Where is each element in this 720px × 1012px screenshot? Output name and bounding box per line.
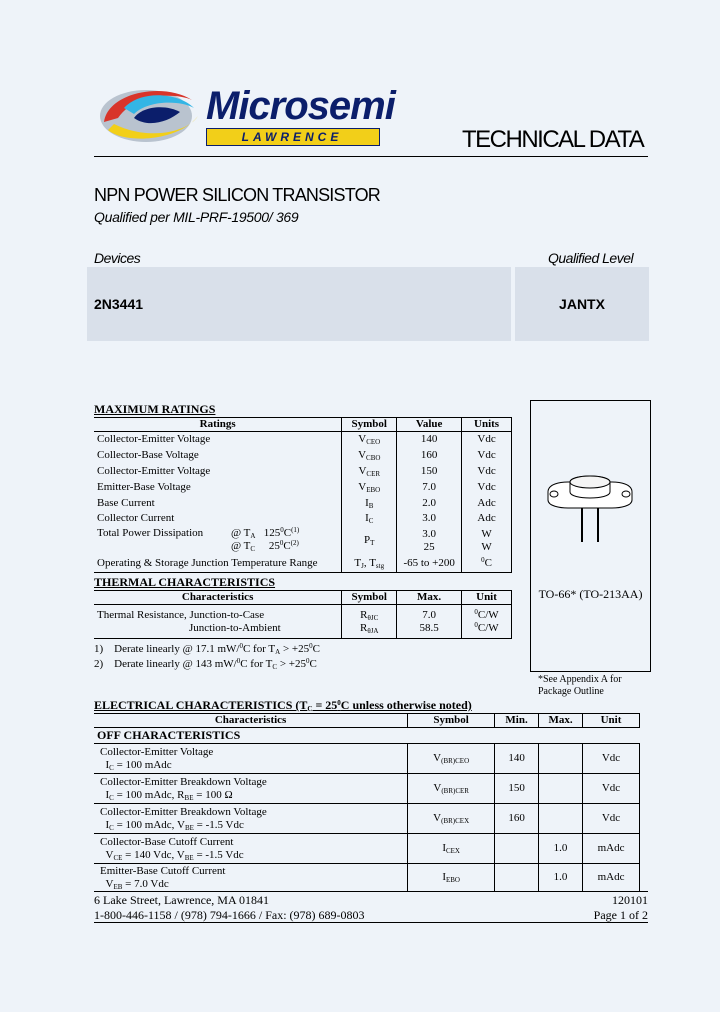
thermal-characteristic: Thermal Resistance, Junction-to-Case Junction-to-Ambient: [97, 608, 281, 634]
max-cell: [539, 744, 583, 774]
min-cell: 140: [495, 744, 539, 774]
rating-symbol: $I_B$: [342, 496, 397, 511]
rating-symbol: $I_C$: [342, 511, 397, 526]
max-ratings-table: [94, 417, 512, 573]
table-row: [94, 834, 640, 864]
table-row-temp: [94, 556, 512, 573]
power-values: 3.0 25: [397, 526, 462, 556]
devices-box: [87, 267, 511, 341]
rating-value: 3.0: [397, 511, 462, 526]
min-cell: [495, 864, 539, 892]
thermal-table: [94, 590, 512, 639]
min-cell: 150: [495, 774, 539, 804]
document-subtitle: Qualified per MIL-PRF-19500/ 369: [94, 209, 299, 225]
rating-unit: Vdc: [462, 464, 512, 480]
qualified-level-label: Qualified Level: [548, 250, 634, 266]
table-row: [94, 480, 512, 496]
col-symbol: Symbol: [342, 591, 397, 605]
footnote-1: 1) Derate linearly @ 17.1 mW/$^0$C for $T_A > +25^0C$: [94, 642, 320, 656]
footer-divider-bottom: [94, 922, 648, 923]
document-title: NPN POWER SILICON TRANSISTOR: [94, 185, 380, 205]
min-cell: [495, 834, 539, 864]
col-ratings: Ratings: [199, 418, 236, 430]
rating-unit: Vdc: [462, 480, 512, 496]
col-unit: Unit: [583, 714, 640, 728]
temp-rating: Operating & Storage Junction Temperature Range: [97, 557, 318, 570]
package-label: TO-66* (TO-213AA): [538, 587, 643, 601]
symbol-cell: $V_{(BR)CER}$: [408, 774, 495, 804]
footer-page-number: Page 1 of 2: [593, 908, 648, 922]
max-cell: [539, 774, 583, 804]
table-row: [94, 804, 640, 834]
col-value: Value: [397, 418, 462, 432]
col-max: Max.: [539, 714, 583, 728]
rating-unit: Vdc: [462, 432, 512, 448]
rating-unit: Vdc: [462, 448, 512, 464]
thermal-symbol: $R_{\theta JC}$ $R_{\theta JA}$: [342, 605, 397, 639]
microsemi-logo-text: Microsemi: [206, 84, 395, 128]
off-characteristics-heading: OFF CHARACTERISTICS: [97, 728, 241, 742]
max-ratings-title: MAXIMUM RATINGS: [94, 402, 216, 416]
footnote-2: 2) Derate linearly @ 143 mW/$^0$C for $T_C > +25^0C$: [94, 657, 317, 671]
col-unit: Unit: [462, 591, 512, 605]
symbol-cell: $I_{EBO}$: [408, 864, 495, 892]
rating-symbol: $V_{CEO}$: [342, 432, 397, 448]
power-units: W W: [462, 526, 512, 556]
footer-divider-top: [94, 891, 648, 892]
unit-cell: Vdc: [583, 804, 640, 834]
thermal-title: THERMAL CHARACTERISTICS: [94, 575, 276, 589]
to66-package-icon: [540, 470, 640, 550]
electrical-table: [94, 713, 640, 892]
char-cell: Collector-Emitter Voltage $I_C = 100$ mAdc: [100, 745, 214, 772]
electrical-title: ELECTRICAL CHARACTERISTICS ($T_C = 25^0C$ unless otherwise noted): [94, 698, 472, 713]
rating-value: 150: [397, 464, 462, 480]
table-row: [94, 864, 640, 892]
max-cell: [539, 804, 583, 834]
col-symbol: Symbol: [408, 714, 495, 728]
table-row: [94, 464, 512, 480]
rating-unit: Adc: [462, 511, 512, 526]
power-rating: Total Power Dissipation @ $T_A$ $125^0C^{(1)}$ @ $T_C$ $25^0C^{(2)}$: [97, 525, 300, 553]
temp-value: -65 to +200: [397, 556, 462, 573]
thermal-unit: $^0$C/W $^0$C/W: [462, 605, 512, 639]
col-min: Min.: [495, 714, 539, 728]
unit-cell: mAdc: [583, 834, 640, 864]
table-row: [94, 432, 512, 448]
rating-name: Collector-Emitter Voltage: [97, 465, 211, 477]
symbol-cell: $I_{CEX}$: [408, 834, 495, 864]
char-cell: Collector-Base Cutoff Current $V_{CE} = 140$ Vdc, $V_{BE} = -1.5$ Vdc: [100, 835, 244, 862]
footer-doc-number: 120101: [612, 893, 648, 907]
char-cell: Collector-Emitter Breakdown Voltage $I_C = 100$ mAdc, $V_{BE} = -1.5$ Vdc: [100, 805, 267, 832]
devices-label: Devices: [94, 250, 141, 266]
lawrence-logo-text: LAWRENCE: [241, 130, 343, 144]
table-row: [94, 511, 512, 526]
table-row: [94, 605, 512, 639]
char-cell: Collector-Emitter Breakdown Voltage $I_C = 100$ mAdc, $R_{BE} = 100$ Ω: [100, 775, 267, 802]
rating-name: Collector Current: [97, 511, 175, 524]
rating-symbol: $V_{EBO}$: [342, 480, 397, 496]
table-row: [94, 774, 640, 804]
char-cell: Emitter-Base Cutoff Current $V_{EB} = 7.0$ Vdc: [100, 864, 226, 891]
col-max: Max.: [397, 591, 462, 605]
table-row-power: [94, 526, 512, 556]
max-cell: 1.0: [539, 864, 583, 892]
rating-unit: Adc: [462, 496, 512, 511]
col-characteristics: Characteristics: [181, 591, 254, 603]
table-row: [94, 496, 512, 511]
rating-name: Base Current: [97, 496, 155, 509]
header-divider: [94, 156, 648, 157]
temp-symbol: $T_J$, $T_{stg}$: [342, 556, 397, 573]
device-part-number: 2N3441: [94, 296, 144, 312]
qualified-level-value: JANTX: [559, 296, 605, 312]
unit-cell: Vdc: [583, 744, 640, 774]
microsemi-logo-swirl: [94, 78, 206, 150]
thermal-max: 7.0 58.5: [397, 605, 462, 639]
unit-cell: mAdc: [583, 864, 640, 892]
min-cell: 160: [495, 804, 539, 834]
rating-name: Collector-Emitter Voltage: [97, 433, 211, 446]
symbol-cell: $V_{(BR)CEX}$: [408, 804, 495, 834]
col-units: Units: [462, 418, 512, 432]
table-row: [94, 744, 640, 774]
col-symbol: Symbol: [342, 418, 397, 432]
rating-symbol: $V_{CER}$: [342, 464, 397, 480]
rating-value: 2.0: [397, 496, 462, 511]
rating-value: 160: [397, 448, 462, 464]
power-symbol: $P_T$: [342, 526, 397, 556]
col-characteristics: Characteristics: [214, 714, 287, 726]
footer-address: 6 Lake Street, Lawrence, MA 01841: [94, 893, 269, 907]
unit-cell: Vdc: [583, 774, 640, 804]
rating-value: 140: [397, 432, 462, 448]
technical-data-heading: TECHNICAL DATA: [462, 126, 644, 153]
max-cell: 1.0: [539, 834, 583, 864]
rating-name: Emitter-Base Voltage: [97, 481, 191, 493]
table-row: [94, 448, 512, 464]
symbol-cell: $V_{(BR)CEO}$: [408, 744, 495, 774]
rating-name: Collector-Base Voltage: [97, 449, 199, 461]
temp-unit: $^0$C: [462, 556, 512, 573]
rating-symbol: $V_{CBO}$: [342, 448, 397, 464]
footer-phone: 1-800-446-1158 / (978) 794-1666 / Fax: (978) 689-0803: [94, 908, 365, 922]
rating-value: 7.0: [397, 480, 462, 496]
package-note: *See Appendix A for Package Outline: [538, 674, 622, 697]
